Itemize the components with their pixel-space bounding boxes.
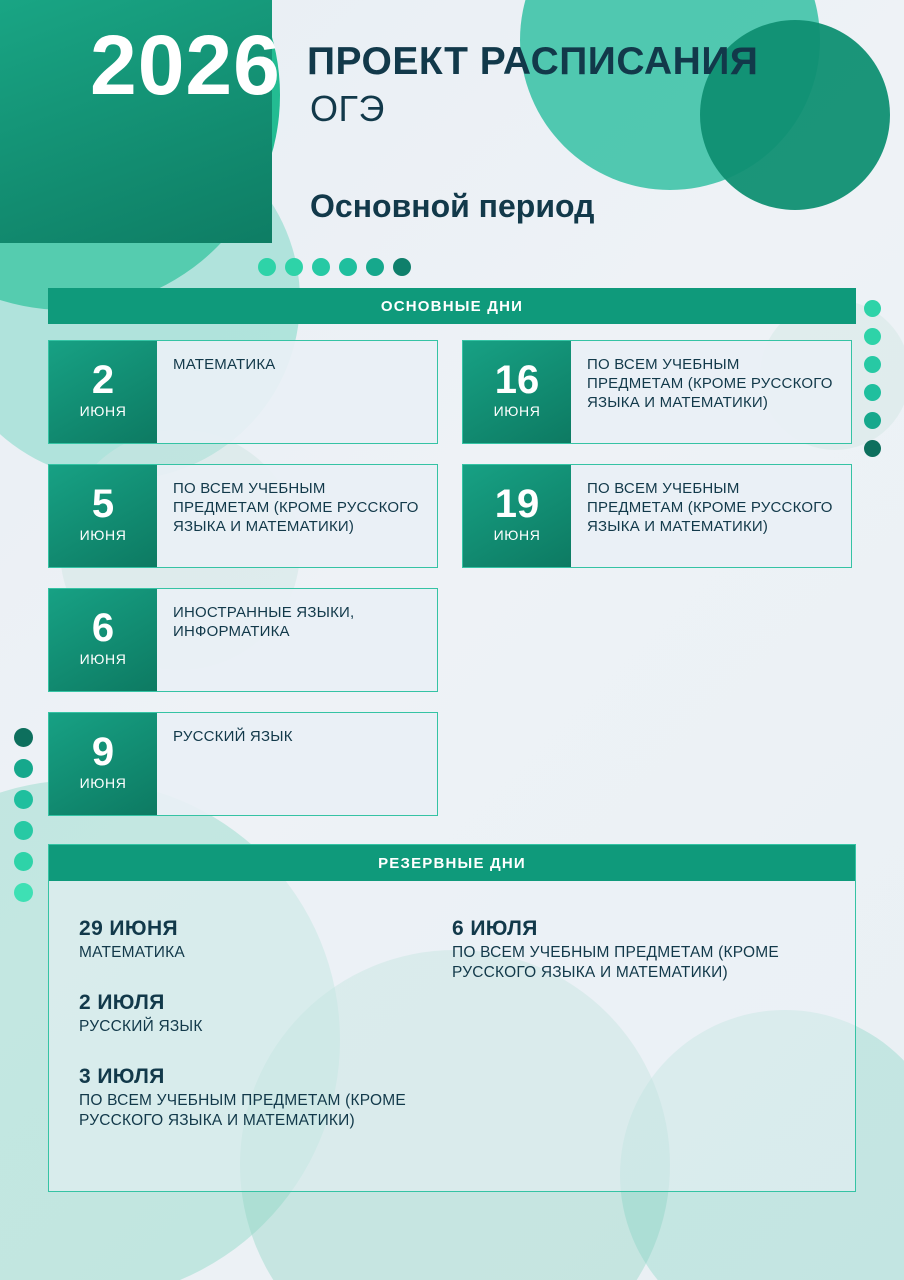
day-number: 6 — [91, 606, 115, 650]
reserve-date: 29 ИЮНЯ — [79, 917, 179, 940]
reserve-subject: ПО ВСЕМ УЧЕБНЫМ ПРЕДМЕТАМ (КРОМЕ РУССКОГО ЯЗЫКА И МАТЕМАТИКИ) — [452, 944, 779, 981]
day-subject: ПО ВСЕМ УЧЕБНЫМ ПРЕДМЕТАМ (КРОМЕ РУССКОГО ЯЗЫКА И МАТЕМАТИКИ) — [173, 480, 419, 535]
reserve-item — [452, 917, 825, 983]
dot — [14, 790, 33, 809]
reserve-subject: РУССКИЙ ЯЗЫК — [79, 1018, 203, 1035]
day-number: 2 — [91, 358, 115, 402]
dot — [864, 440, 881, 457]
day-card — [462, 340, 852, 444]
day-number: 16 — [494, 358, 540, 402]
dot — [285, 258, 303, 276]
reserve-days-section — [48, 844, 856, 1192]
day-card — [48, 712, 438, 816]
reserve-date: 6 ИЮЛЯ — [452, 917, 538, 940]
day-card — [48, 340, 438, 444]
day-number: 9 — [91, 730, 115, 774]
day-month: ИЮНЯ — [79, 775, 127, 791]
day-month: ИЮНЯ — [493, 403, 541, 419]
main-days-section — [48, 288, 856, 324]
reserve-item — [79, 1065, 452, 1131]
dot — [864, 300, 881, 317]
dot — [258, 258, 276, 276]
dot — [14, 759, 33, 778]
reserve-item — [79, 991, 452, 1037]
dot — [14, 883, 33, 902]
dot — [312, 258, 330, 276]
reserve-date: 3 ИЮЛЯ — [79, 1065, 165, 1088]
day-badge — [49, 713, 157, 815]
day-number: 5 — [91, 482, 115, 526]
day-badge — [49, 465, 157, 567]
dot — [14, 728, 33, 747]
reserve-date: 2 ИЮЛЯ — [79, 991, 165, 1014]
day-badge — [49, 341, 157, 443]
dots-column-right — [864, 300, 881, 457]
reserve-subject: МАТЕМАТИКА — [79, 944, 185, 961]
day-card — [48, 588, 438, 692]
day-subject: ИНОСТРАННЫЕ ЯЗЫКИ, ИНФОРМАТИКА — [173, 604, 355, 640]
day-badge — [463, 465, 571, 567]
reserve-subject: ПО ВСЕМ УЧЕБНЫМ ПРЕДМЕТАМ (КРОМЕ РУССКОГО ЯЗЫКА И МАТЕМАТИКИ) — [79, 1092, 406, 1129]
dots-column-left — [14, 728, 33, 902]
year-label: 2026 — [90, 18, 281, 112]
day-subject: МАТЕМАТИКА — [173, 356, 276, 373]
dot — [393, 258, 411, 276]
dot — [864, 384, 881, 401]
dot — [14, 852, 33, 871]
page-subtitle: ОГЭ — [310, 88, 385, 129]
day-month: ИЮНЯ — [79, 527, 127, 543]
dot — [366, 258, 384, 276]
reserve-column-right — [452, 917, 825, 1159]
day-subject: РУССКИЙ ЯЗЫК — [173, 728, 293, 745]
day-card — [48, 464, 438, 568]
dot — [864, 328, 881, 345]
day-card — [462, 464, 852, 568]
day-number: 19 — [494, 482, 540, 526]
day-subject: ПО ВСЕМ УЧЕБНЫМ ПРЕДМЕТАМ (КРОМЕ РУССКОГО ЯЗЫКА И МАТЕМАТИКИ) — [587, 480, 833, 535]
reserve-item — [79, 917, 452, 963]
day-month: ИЮНЯ — [79, 651, 127, 667]
day-month: ИЮНЯ — [493, 527, 541, 543]
dot — [14, 821, 33, 840]
dot — [864, 356, 881, 373]
dot — [864, 412, 881, 429]
reserve-column-left — [79, 917, 452, 1159]
day-month: ИЮНЯ — [79, 403, 127, 419]
reserve-days-bar: РЕЗЕРВНЫЕ ДНИ — [49, 845, 855, 881]
day-subject: ПО ВСЕМ УЧЕБНЫМ ПРЕДМЕТАМ (КРОМЕ РУССКОГО ЯЗЫКА И МАТЕМАТИКИ) — [587, 356, 833, 411]
reserve-days-columns — [49, 881, 855, 1159]
dots-row-top — [258, 258, 411, 276]
period-label: Основной период — [310, 188, 595, 224]
dot — [339, 258, 357, 276]
main-days-bar: ОСНОВНЫЕ ДНИ — [48, 288, 856, 324]
day-badge — [49, 589, 157, 691]
page-title: ПРОЕКТ РАСПИСАНИЯ — [307, 40, 759, 83]
day-badge — [463, 341, 571, 443]
